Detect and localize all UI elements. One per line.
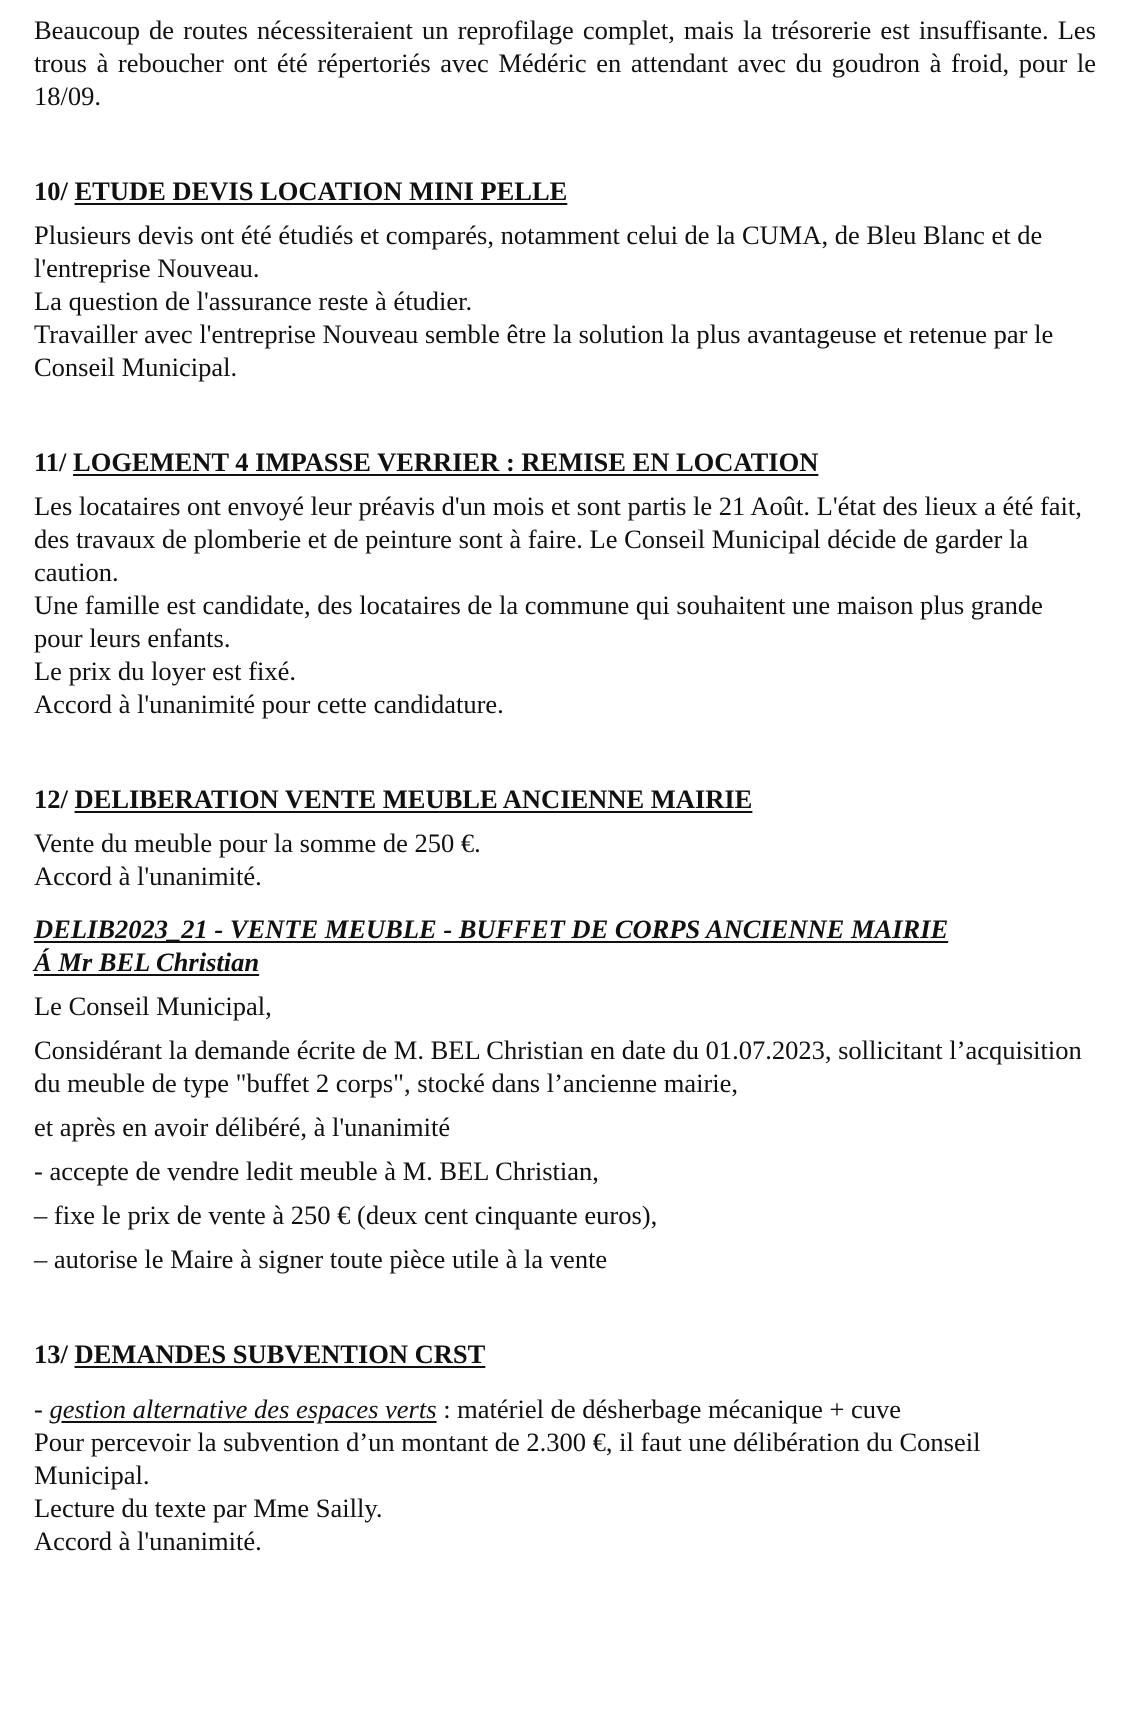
paragraph-line: Pour percevoir la subvention d’un montant de 2.300 €, il faut une délibération du Conseil Municipal.: [34, 1427, 981, 1490]
section-heading: [34, 783, 1096, 816]
deliberation-council: Le Conseil Municipal,: [34, 991, 272, 1021]
paragraph-line: La question de l'assurance reste à étudier.: [34, 286, 473, 316]
paragraph-line: Le prix du loyer est fixé.: [34, 656, 296, 686]
deliberation-deliberated: et après en avoir délibéré, à l'unanimité: [34, 1112, 451, 1142]
intro-paragraph: Beaucoup de routes nécessiteraient un reprofilage complet, mais la trésorerie est insuffisante. Les trous à reboucher ont été répertoriés avec Médéric en attendant avec du goudron à froid, pour le 18/09.: [34, 15, 1096, 111]
deliberation-item: – fixe le prix de vente à 250 € (deux cent cinquante euros),: [34, 1200, 658, 1230]
section-title: LOGEMENT 4 IMPASSE VERRIER : REMISE EN LOCATION: [73, 447, 819, 477]
subvention-topic-line: [34, 1393, 1096, 1426]
paragraph-line: Accord à l'unanimité pour cette candidature.: [34, 689, 504, 719]
paragraph-line: Lecture du texte par Mme Sailly.: [34, 1493, 383, 1523]
section-11: [34, 446, 1096, 721]
subvention-topic: gestion alternative des espaces verts: [49, 1394, 437, 1424]
paragraph-line: Accord à l'unanimité.: [34, 861, 262, 891]
deliberation-item: - accepte de vendre ledit meuble à M. BEL Christian,: [34, 1156, 599, 1186]
deliberation-considering: Considérant la demande écrite de M. BEL Christian en date du 01.07.2023, sollicitant l’acquisition du meuble de type "buffet 2 corps", stocké dans l’ancienne mairie,: [34, 1035, 1082, 1098]
section-number: 12/: [34, 784, 68, 814]
section-13: [34, 1338, 1096, 1558]
section-title: DELIBERATION VENTE MEUBLE ANCIENNE MAIRIE: [74, 784, 753, 814]
subvention-topic-detail: : matériel de désherbage mécanique + cuve: [436, 1394, 902, 1424]
section-number: 13/: [34, 1339, 68, 1369]
paragraph-line: Accord à l'unanimité.: [34, 1526, 262, 1556]
section-title: DEMANDES SUBVENTION CRST: [74, 1339, 486, 1369]
paragraph-line: Vente du meuble pour la somme de 250 €.: [34, 828, 481, 858]
paragraph-line: Plusieurs devis ont été étudiés et comparés, notamment celui de la CUMA, de Bleu Blanc et de l'entreprise Nouveau.: [34, 220, 1043, 283]
section-heading: [34, 175, 1096, 208]
topic-dash: -: [34, 1394, 50, 1424]
paragraph-line: Une famille est candidate, des locataires de la commune qui souhaitent une maison plus grande pour leurs enfants.: [34, 590, 1043, 653]
deliberation-item: – autorise le Maire à signer toute pièce utile à la vente: [34, 1244, 608, 1274]
section-heading: [34, 1338, 1096, 1371]
paragraph-line: Les locataires ont envoyé leur préavis d'un mois et sont partis le 21 Août. L'état des lieux a été fait, des travaux de plomberie et de peinture sont à faire. Le Conseil Municipal décide de garder la caution.: [34, 491, 1082, 587]
section-heading: [34, 446, 1096, 479]
section-12: [34, 783, 1096, 1276]
deliberation-title-line: Á Mr BEL Christian: [34, 947, 260, 977]
deliberation-title-line: DELIB2023_21 - VENTE MEUBLE - BUFFET DE CORPS ANCIENNE MAIRIE: [34, 914, 949, 944]
section-number: 11/: [34, 447, 67, 477]
section-title: ETUDE DEVIS LOCATION MINI PELLE: [74, 176, 568, 206]
paragraph-line: Travailler avec l'entreprise Nouveau semble être la solution la plus avantageuse et retenue par le Conseil Municipal.: [34, 319, 1054, 382]
deliberation-block: [34, 913, 1096, 1276]
section-number: 10/: [34, 176, 68, 206]
section-10: [34, 175, 1096, 384]
